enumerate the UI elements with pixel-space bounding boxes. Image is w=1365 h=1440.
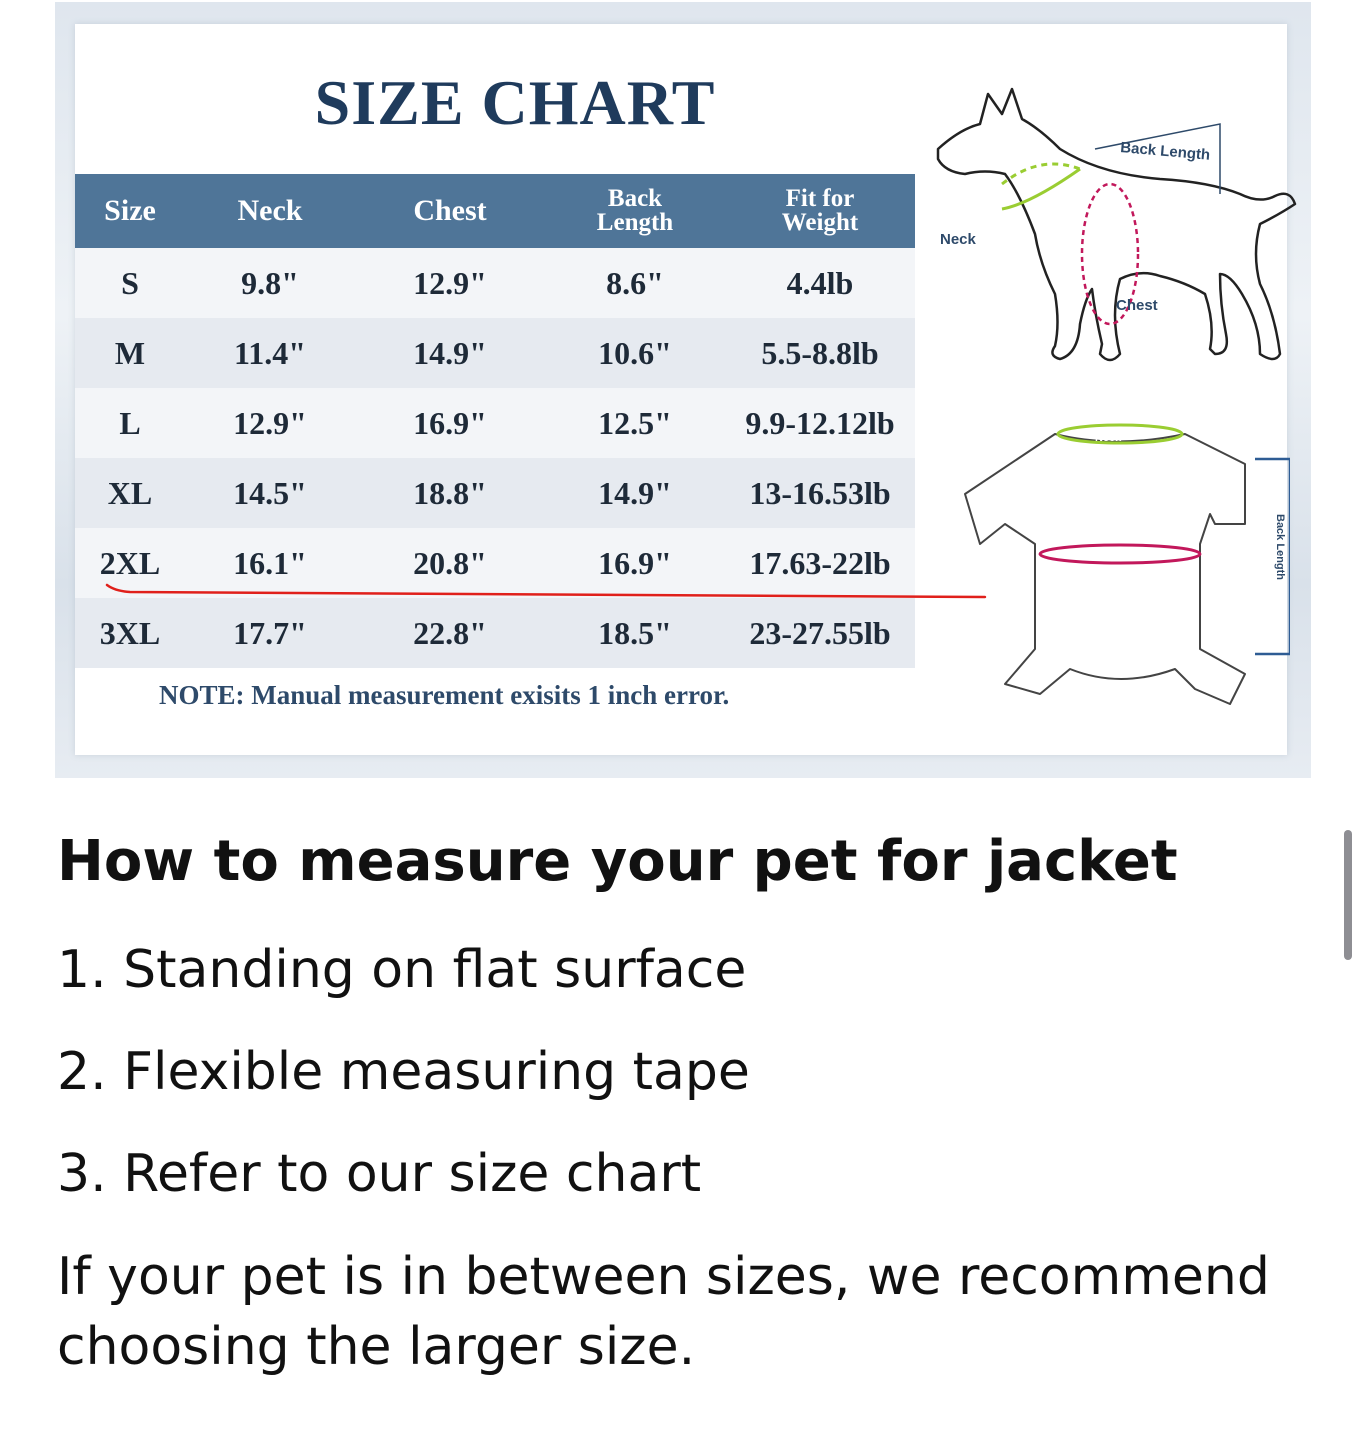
table-row <box>75 388 915 458</box>
cell-size: 2XL <box>75 528 185 598</box>
header-size: Size <box>75 174 185 248</box>
cell-neck: 9.8" <box>185 248 355 318</box>
instructions-heading: How to measure your pet for jacket <box>57 829 1178 894</box>
cell-neck: 14.5" <box>185 458 355 528</box>
cell-back-length: 10.6" <box>545 318 725 388</box>
cell-back-length: 8.6" <box>545 248 725 318</box>
cell-chest: 18.8" <box>355 458 545 528</box>
measurement-note: NOTE: Manual measurement exisits 1 inch error. <box>159 680 730 710</box>
cell-size: 3XL <box>75 598 185 668</box>
cell-weight: 23-27.55lb <box>725 598 915 668</box>
cell-size: XL <box>75 458 185 528</box>
cell-chest: 22.8" <box>355 598 545 668</box>
cell-neck: 12.9" <box>185 388 355 458</box>
header-back-length <box>545 174 725 248</box>
measurement-instructions <box>57 820 1317 1382</box>
cell-weight: 17.63-22lb <box>725 528 915 598</box>
jacket-measurement-diagram <box>945 404 1290 724</box>
cell-size: L <box>75 388 185 458</box>
cell-back-length: 12.5" <box>545 388 725 458</box>
size-chart-card <box>75 24 1287 755</box>
dog-measurement-diagram <box>930 54 1300 394</box>
cell-weight: 13-16.53lb <box>725 458 915 528</box>
instruction-step: 2. Flexible measuring tape <box>57 1042 750 1102</box>
cell-chest: 16.9" <box>355 388 545 458</box>
diagram-label-neck: Neck <box>940 231 976 248</box>
cell-neck: 11.4" <box>185 318 355 388</box>
cell-neck: 17.7" <box>185 598 355 668</box>
size-chart-title: SIZE CHART <box>314 67 716 138</box>
table-row <box>75 248 915 318</box>
cell-back-length: 14.9" <box>545 458 725 528</box>
instruction-step: 1. Standing on flat surface <box>57 940 747 1000</box>
cell-weight: 5.5-8.8lb <box>725 318 915 388</box>
neck-band-dashed <box>1002 164 1080 184</box>
jacket-label-neck: Neck <box>1095 432 1122 444</box>
jacket-outline-icon <box>965 434 1245 704</box>
header-neck: Neck <box>185 174 355 248</box>
cell-size: S <box>75 248 185 318</box>
cell-neck: 16.1" <box>185 528 355 598</box>
cell-chest: 20.8" <box>355 528 545 598</box>
red-underline-annotation <box>105 579 995 601</box>
cell-back-length: 16.9" <box>545 528 725 598</box>
cell-chest: 12.9" <box>355 248 545 318</box>
table-row <box>75 318 915 388</box>
cell-back-length: 18.5" <box>545 598 725 668</box>
table-row <box>75 458 915 528</box>
jacket-label-chest: Chest <box>1095 551 1126 563</box>
header-back-length-line2: Length <box>596 209 674 236</box>
instruction-step: 3. Refer to our size chart <box>57 1144 702 1204</box>
table-row <box>75 598 915 668</box>
cell-chest: 14.9" <box>355 318 545 388</box>
header-chest: Chest <box>355 174 545 248</box>
diagram-label-back-length: Back Length <box>1119 139 1211 164</box>
scrollbar-thumb[interactable] <box>1344 830 1352 960</box>
jacket-label-back-length: Back Length <box>1274 514 1286 581</box>
header-back-length-line1: Back <box>607 185 663 213</box>
cell-size: M <box>75 318 185 388</box>
header-fit-weight-line1: Fit for <box>785 185 855 213</box>
size-recommendation: If your pet is in between sizes, we recommend choosing the larger size. <box>57 1247 1270 1377</box>
cell-weight: 9.9-12.12lb <box>725 388 915 458</box>
dog-outline-icon <box>938 89 1295 360</box>
header-fit-weight-line2: Weight <box>781 209 859 236</box>
cell-weight: 4.4lb <box>725 248 915 318</box>
size-chart-image[interactable] <box>55 2 1311 778</box>
size-table-header <box>75 174 915 248</box>
diagram-label-chest: Chest <box>1116 297 1158 314</box>
header-fit-weight <box>725 174 915 248</box>
